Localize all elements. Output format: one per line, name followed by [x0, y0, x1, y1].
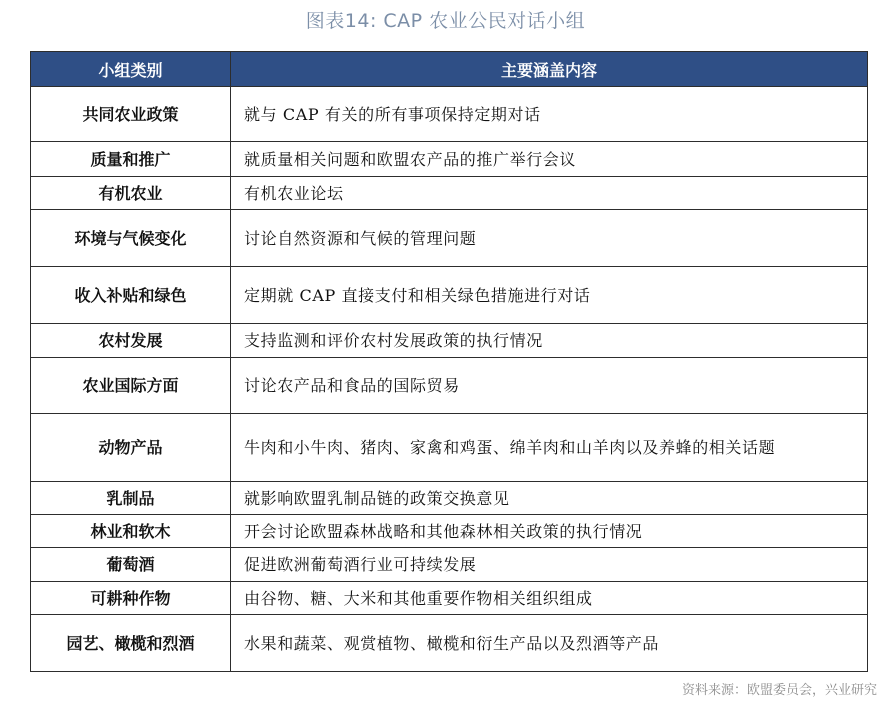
figure-title: 图表14: CAP 农业公民对话小组: [305, 10, 586, 32]
category-cell: 农村发展: [31, 324, 231, 358]
table-row: [31, 515, 868, 548]
category-cell: 环境与气候变化: [31, 210, 231, 267]
header-content: 主要涵盖内容: [231, 52, 868, 87]
category-cell: 园艺、橄榄和烈酒: [31, 615, 231, 672]
header-category: 小组类别: [31, 52, 231, 87]
table-row: [31, 142, 868, 177]
table-row: [31, 87, 868, 142]
content-cell: 水果和蔬菜、观赏植物、橄榄和衍生产品以及烈酒等产品: [231, 615, 868, 672]
table-row: [31, 482, 868, 515]
content-cell: 牛肉和小牛肉、猪肉、家禽和鸡蛋、绵羊肉和山羊肉以及养蜂的相关话题: [231, 414, 868, 482]
table-row: [31, 210, 868, 267]
category-cell: 可耕种作物: [31, 582, 231, 615]
table-row: [31, 582, 868, 615]
content-cell: 讨论自然资源和气候的管理问题: [231, 210, 868, 267]
category-cell: 葡萄酒: [31, 548, 231, 582]
category-cell: 收入补贴和绿色: [31, 267, 231, 324]
table-row: [31, 615, 868, 672]
dialogue-groups-table: [30, 51, 868, 672]
table-row: [31, 548, 868, 582]
content-cell: 定期就 CAP 直接支付和相关绿色措施进行对话: [231, 267, 868, 324]
content-cell: 讨论农产品和食品的国际贸易: [231, 358, 868, 414]
category-cell: 林业和软木: [31, 515, 231, 548]
content-cell: 开会讨论欧盟森林战略和其他森林相关政策的执行情况: [231, 515, 868, 548]
table-row: [31, 324, 868, 358]
content-cell: 促进欧洲葡萄酒行业可持续发展: [231, 548, 868, 582]
category-cell: 乳制品: [31, 482, 231, 515]
content-cell: 就与 CAP 有关的所有事项保持定期对话: [231, 87, 868, 142]
category-cell: 有机农业: [31, 177, 231, 210]
category-cell: 共同农业政策: [31, 87, 231, 142]
table-header-row: [31, 52, 868, 87]
table-row: [31, 358, 868, 414]
content-cell: 就质量相关问题和欧盟农产品的推广举行会议: [231, 142, 868, 177]
content-cell: 有机农业论坛: [231, 177, 868, 210]
table-row: [31, 267, 868, 324]
content-cell: 支持监测和评价农村发展政策的执行情况: [231, 324, 868, 358]
source-note: 资料来源：欧盟委员会，兴业研究: [681, 683, 877, 698]
category-cell: 质量和推广: [31, 142, 231, 177]
content-cell: 由谷物、糖、大米和其他重要作物相关组织组成: [231, 582, 868, 615]
table-row: [31, 414, 868, 482]
category-cell: 动物产品: [31, 414, 231, 482]
category-cell: 农业国际方面: [31, 358, 231, 414]
content-cell: 就影响欧盟乳制品链的政策交换意见: [231, 482, 868, 515]
table-row: [31, 177, 868, 210]
